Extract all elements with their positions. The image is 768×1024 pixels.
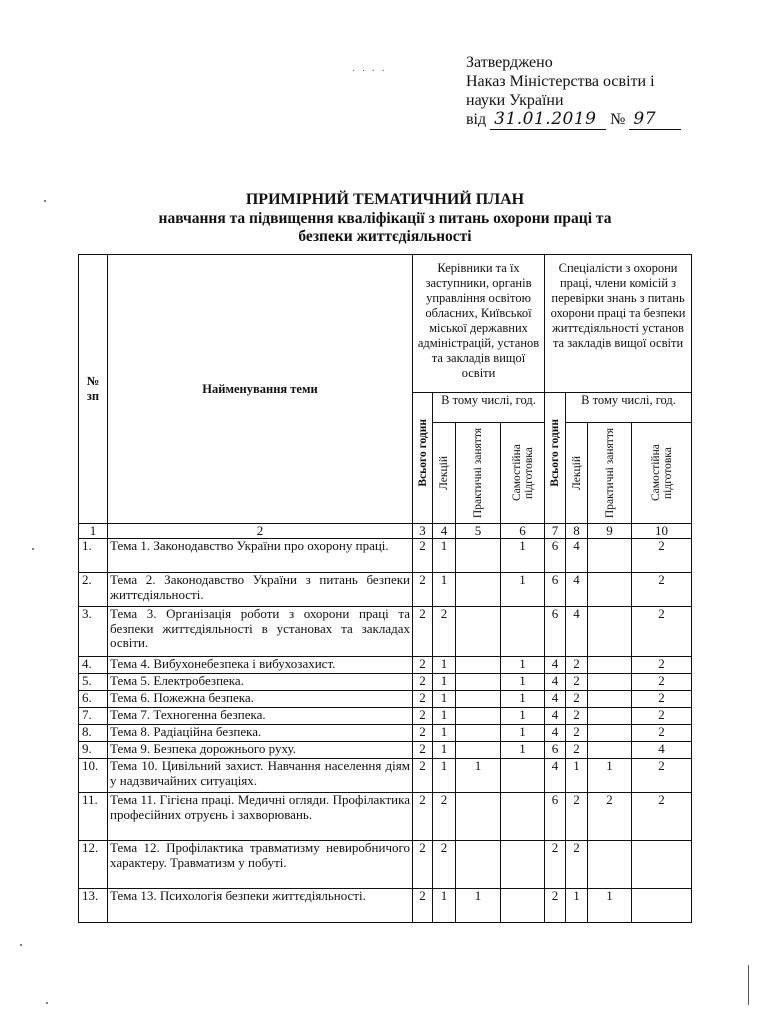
hours-cell: 2 (413, 539, 433, 573)
topic-name: Тема 2. Законодавство України з питань безпеки життєдіяльності. (108, 573, 413, 607)
hours-cell: 1 (501, 573, 545, 607)
table-row (79, 573, 692, 607)
table-row (79, 657, 692, 674)
handwritten-number: 97 (629, 110, 681, 130)
hours-cell (456, 841, 501, 889)
hours-cell: 2 (566, 691, 588, 708)
hours-cell (501, 841, 545, 889)
hours-cell: 2 (632, 708, 692, 725)
hours-cell: 2 (632, 657, 692, 674)
topic-name: Тема 11. Гігієна праці. Медичні огляди. Профілактика професійних отруєнь і захворювань. (108, 793, 413, 841)
hours-cell: 2 (413, 889, 433, 923)
table-row (79, 889, 692, 923)
hours-cell: 2 (566, 674, 588, 691)
hours-cell (456, 725, 501, 742)
hours-cell: 1 (433, 691, 456, 708)
row-number: 10. (79, 759, 108, 793)
topic-name: Тема 3. Організація роботи з охорони праці та безпеки життєдіяльності в установах та закладах освіти. (108, 607, 413, 657)
hours-cell: 2 (413, 657, 433, 674)
hours-cell: 6 (545, 742, 566, 759)
hours-cell: 4 (545, 759, 566, 793)
scan-dot (44, 200, 46, 202)
header-practical-2: Практичні заняття (588, 423, 632, 524)
hours-cell (501, 793, 545, 841)
hours-cell: 2 (413, 742, 433, 759)
table-row (79, 841, 692, 889)
approval-line-2: Наказ Міністерства освіти і (466, 73, 655, 90)
row-number: 7. (79, 708, 108, 725)
table-row (79, 607, 692, 657)
hours-cell (501, 607, 545, 657)
column-number: 7 (545, 524, 566, 539)
hours-cell: 2 (632, 573, 692, 607)
thematic-plan-table (78, 254, 692, 923)
hours-cell (588, 841, 632, 889)
row-number: 4. (79, 657, 108, 674)
hours-cell: 1 (433, 708, 456, 725)
hours-cell: 2 (413, 674, 433, 691)
hours-cell: 1 (501, 708, 545, 725)
header-total-hours-1: Всього годин (413, 393, 433, 524)
hours-cell: 4 (566, 607, 588, 657)
header-group-specialists: Спеціалісти з охорони праці, члени комісій з перевірки знань з питань охорони праці та безпеки життєдіяльності установ та закладів вищої освіти (545, 255, 692, 393)
topic-name: Тема 1. Законодавство України про охорону праці. (108, 539, 413, 573)
hours-cell: 2 (545, 841, 566, 889)
hours-cell: 2 (566, 742, 588, 759)
topic-name: Тема 5. Електробезпека. (108, 674, 413, 691)
hours-cell: 1 (433, 657, 456, 674)
hours-cell (456, 573, 501, 607)
hours-cell (456, 539, 501, 573)
table-row (79, 691, 692, 708)
row-number: 5. (79, 674, 108, 691)
topic-name: Тема 10. Цивільний захист. Навчання населення діям у надзвичайних ситуаціях. (108, 759, 413, 793)
header-including-1: В тому числі, год. (433, 393, 545, 423)
column-number: 3 (413, 524, 433, 539)
header-total-hours-2: Всього годин (545, 393, 566, 524)
topic-name: Тема 6. Пожежна безпека. (108, 691, 413, 708)
hours-cell (501, 759, 545, 793)
document-title (60, 190, 710, 246)
hours-cell (588, 691, 632, 708)
number-label: № (610, 111, 626, 128)
hours-cell: 4 (545, 708, 566, 725)
column-number: 8 (566, 524, 588, 539)
hours-cell: 2 (588, 793, 632, 841)
hours-cell (632, 889, 692, 923)
column-number: 5 (456, 524, 501, 539)
hours-cell: 4 (545, 691, 566, 708)
handwritten-date: 31.01.2019 (490, 110, 606, 130)
hours-cell: 2 (413, 573, 433, 607)
hours-cell: 1 (433, 573, 456, 607)
hours-cell: 2 (632, 674, 692, 691)
table-row (79, 742, 692, 759)
hours-cell: 1 (566, 889, 588, 923)
hours-cell: 1 (433, 889, 456, 923)
hours-cell: 2 (632, 691, 692, 708)
hours-cell: 1 (501, 657, 545, 674)
approval-date-line (466, 110, 706, 130)
header-lectures-1: Лекцій (433, 423, 456, 524)
hours-cell: 4 (566, 573, 588, 607)
hours-cell (456, 674, 501, 691)
scan-dot (20, 944, 22, 946)
hours-cell (456, 657, 501, 674)
title-main: ПРИМІРНИЙ ТЕМАТИЧНИЙ ПЛАН (245, 191, 525, 208)
hours-cell: 1 (501, 674, 545, 691)
hours-cell: 1 (456, 759, 501, 793)
topic-name: Тема 8. Радіаційна безпека. (108, 725, 413, 742)
hours-cell: 1 (433, 725, 456, 742)
scan-edge-mark (748, 965, 749, 1005)
scan-dot (32, 548, 34, 550)
table-row (79, 793, 692, 841)
topic-name: Тема 9. Безпека дорожнього руху. (108, 742, 413, 759)
row-number: 1. (79, 539, 108, 573)
column-number: 10 (632, 524, 692, 539)
header-practical-1: Практичні заняття (456, 423, 501, 524)
from-label: від (466, 111, 487, 128)
hours-cell (588, 725, 632, 742)
column-numbers-row (79, 524, 692, 539)
hours-cell (588, 708, 632, 725)
hours-cell: 1 (501, 725, 545, 742)
hours-cell: 1 (588, 889, 632, 923)
row-number: 3. (79, 607, 108, 657)
hours-cell: 2 (632, 793, 692, 841)
row-number: 11. (79, 793, 108, 841)
row-number: 12. (79, 841, 108, 889)
hours-cell: 2 (632, 539, 692, 573)
hours-cell: 2 (566, 841, 588, 889)
hours-cell: 2 (413, 691, 433, 708)
column-number: 2 (108, 524, 413, 539)
approval-stamp (466, 53, 706, 130)
hours-cell: 2 (433, 841, 456, 889)
topic-name: Тема 4. Вибухонебезпека і вибухозахист. (108, 657, 413, 674)
hours-cell: 4 (545, 674, 566, 691)
hours-cell: 2 (413, 607, 433, 657)
hours-cell: 2 (566, 708, 588, 725)
table-row (79, 759, 692, 793)
title-sub-2: безпеки життєдіяльності (298, 228, 472, 245)
hours-cell: 1 (433, 759, 456, 793)
hours-cell: 1 (456, 889, 501, 923)
hours-cell: 2 (433, 607, 456, 657)
table-row (79, 708, 692, 725)
table-row (79, 674, 692, 691)
hours-cell: 2 (632, 607, 692, 657)
row-number: 2. (79, 573, 108, 607)
hours-cell: 6 (545, 539, 566, 573)
approval-line-3: науки України (466, 92, 564, 109)
hours-cell: 1 (433, 674, 456, 691)
hours-cell: 2 (413, 841, 433, 889)
hours-cell (456, 742, 501, 759)
column-number: 9 (588, 524, 632, 539)
column-number: 6 (501, 524, 545, 539)
hours-cell (456, 691, 501, 708)
hours-cell: 2 (413, 793, 433, 841)
hours-cell: 2 (545, 889, 566, 923)
table-row (79, 725, 692, 742)
scan-speck: · · · · (352, 66, 387, 77)
hours-cell (501, 889, 545, 923)
approval-line-1: Затверджено (466, 54, 553, 71)
hours-cell: 1 (501, 691, 545, 708)
hours-cell (588, 573, 632, 607)
hours-cell: 1 (433, 742, 456, 759)
hours-cell (456, 793, 501, 841)
hours-cell: 4 (545, 657, 566, 674)
column-number: 1 (79, 524, 108, 539)
hours-cell: 1 (566, 759, 588, 793)
title-sub-1: навчання та підвищення кваліфікації з питань охорони праці та (158, 210, 612, 227)
hours-cell: 4 (632, 742, 692, 759)
header-including-2: В тому числі, год. (566, 393, 692, 423)
hours-cell (456, 607, 501, 657)
scan-dot (46, 1002, 48, 1004)
hours-cell (632, 841, 692, 889)
header-group-managers: Керівники та їх заступники, органів управління освітою обласних, Київської міської державних адміністрацій, установ та закладів вищої освіти (413, 255, 545, 393)
topic-name: Тема 7. Техногенна безпека. (108, 708, 413, 725)
hours-cell (588, 539, 632, 573)
hours-cell: 1 (501, 742, 545, 759)
hours-cell: 6 (545, 793, 566, 841)
row-number: 6. (79, 691, 108, 708)
hours-cell: 6 (545, 573, 566, 607)
hours-cell: 2 (566, 725, 588, 742)
row-number: 13. (79, 889, 108, 923)
hours-cell (588, 607, 632, 657)
hours-cell: 2 (566, 657, 588, 674)
table-body (79, 539, 692, 923)
row-number: 9. (79, 742, 108, 759)
row-number: 8. (79, 725, 108, 742)
topic-name: Тема 13. Психологія безпеки життєдіяльності. (108, 889, 413, 923)
hours-cell: 2 (433, 793, 456, 841)
hours-cell: 1 (501, 539, 545, 573)
header-self-study-2: Самостійна підготовка (632, 423, 692, 524)
header-number: № зп (79, 255, 108, 524)
hours-cell (456, 708, 501, 725)
hours-cell (588, 657, 632, 674)
hours-cell: 1 (588, 759, 632, 793)
hours-cell: 4 (545, 725, 566, 742)
header-topic-name: Найменування теми (108, 255, 413, 524)
hours-cell: 2 (566, 793, 588, 841)
hours-cell: 2 (413, 708, 433, 725)
hours-cell: 2 (413, 759, 433, 793)
hours-cell (588, 742, 632, 759)
hours-cell: 6 (545, 607, 566, 657)
header-lectures-2: Лекцій (566, 423, 588, 524)
hours-cell: 1 (433, 539, 456, 573)
column-number: 4 (433, 524, 456, 539)
topic-name: Тема 12. Профілактика травматизму невиробничого характеру. Травматизм у побуті. (108, 841, 413, 889)
header-self-study-1: Самостійна підготовка (501, 423, 545, 524)
table-row (79, 539, 692, 573)
hours-cell (588, 674, 632, 691)
hours-cell: 4 (566, 539, 588, 573)
hours-cell: 2 (632, 759, 692, 793)
hours-cell: 2 (413, 725, 433, 742)
hours-cell: 2 (632, 725, 692, 742)
